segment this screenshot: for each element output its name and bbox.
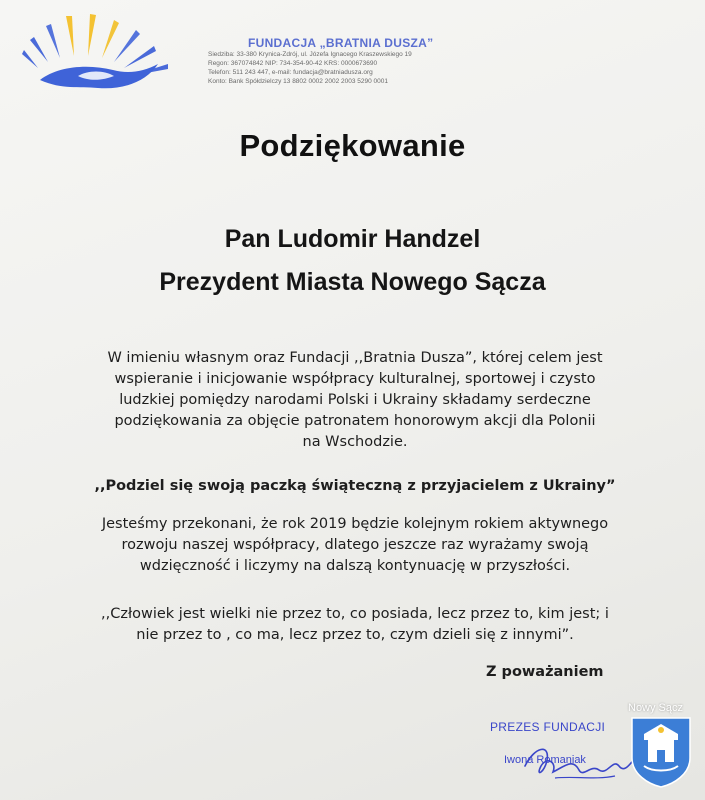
paragraph-line: podziękowania za objęcie patronatem honorowym akcji dla Polonii	[114, 413, 596, 429]
paragraph-line: na Wschodzie.	[302, 434, 408, 450]
paragraph-line: ludzkiej pomiędzy narodami Polski i Ukrainy składamy serdeczne	[119, 392, 591, 408]
signature-title: PREZES FUNDACJI	[490, 720, 606, 734]
contact-bank-account: Konto: Bank Spółdzielczy 13 8802 0002 2002 2003 5290 0001	[208, 78, 388, 85]
closing-salutation: Z poważaniem	[486, 664, 604, 680]
foundation-name: FUNDACJA „BRATNIA DUSZA”	[248, 36, 434, 50]
contact-phone-email: Telefon: 511 243 447, e-mail: fundacja@bratniadusza.org	[208, 69, 373, 76]
contact-address: Siedziba: 33-380 Krynica-Zdrój, ul. Józefa Ignacego Kraszewskiego 19	[208, 51, 412, 58]
recipient-name: Pan Ludomir Handzel	[224, 225, 481, 253]
quote-line: nie przez to , co ma, lecz przez to, czym dzieli się z innymi”.	[136, 627, 574, 643]
paragraph-line: W imieniu własnym oraz Fundacji ,,Bratnia Dusza”, której celem jest	[107, 350, 603, 366]
recipient-position: Prezydent Miasta Nowego Sącza	[159, 268, 546, 296]
campaign-slogan: ,,Podziel się swoją paczką świąteczną z przyjacielem z Ukrainy”	[94, 478, 616, 494]
paragraph-cooperation	[30, 514, 680, 577]
paragraph-line: wdzięczność i liczymy na dalszą kontynuację w przyszłości.	[139, 558, 571, 574]
watermark-text: Nowy Sącz	[628, 702, 684, 714]
paragraph-line: rozwoju naszej współpracy, dlatego jeszcze raz wyrażamy swoją	[121, 537, 589, 553]
signature-name: Iwona Romaniak	[504, 754, 586, 766]
contact-registration: Regon: 367074842 NIP: 734-354-90-42 KRS: 0000673690	[208, 60, 378, 67]
paragraph-line: Jesteśmy przekonani, że rok 2019 będzie kolejnym rokiem aktywnego	[101, 516, 609, 532]
quote-line: ,,Człowiek jest wielki nie przez to, co posiada, lecz przez to, kim jest; i	[101, 606, 609, 622]
foundation-logo	[18, 6, 178, 101]
city-crest-icon	[630, 716, 692, 788]
paragraph-thanks	[30, 348, 680, 453]
paragraph-line: wspieranie i inicjowanie współpracy kulturalnej, sportowej i czysto	[114, 371, 596, 387]
quote	[30, 604, 680, 646]
letter-title: Podziękowanie	[239, 128, 466, 163]
foundation-header	[208, 36, 608, 86]
